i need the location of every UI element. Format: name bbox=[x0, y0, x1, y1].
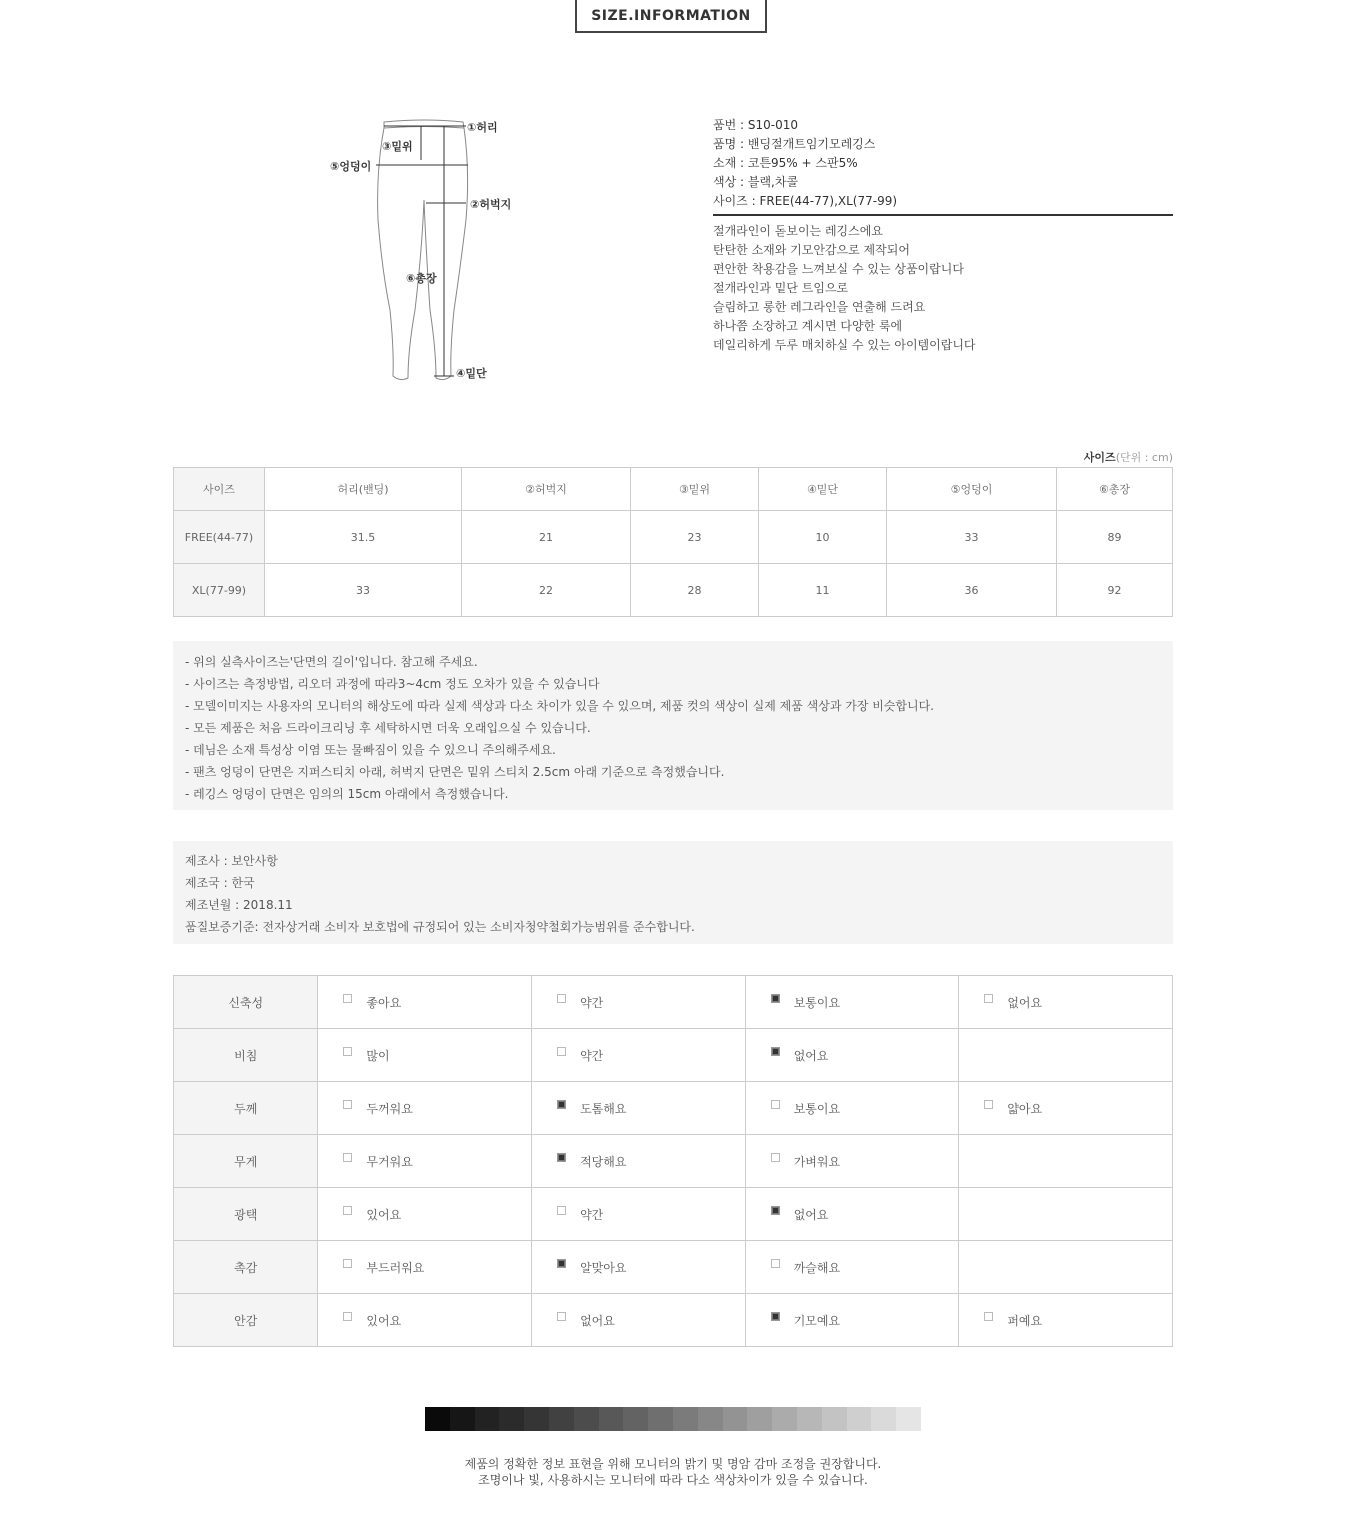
feature-option-label: 보통이요 bbox=[793, 995, 841, 1010]
measurement-notice bbox=[173, 641, 1173, 810]
feature-option bbox=[532, 976, 746, 1029]
feature-option bbox=[959, 1188, 1173, 1241]
leggings-outline-icon bbox=[320, 110, 540, 390]
feature-name: 비침 bbox=[174, 1029, 318, 1082]
feature-option-label: 가벼워요 bbox=[793, 1154, 841, 1169]
feature-option-label: 기모예요 bbox=[793, 1313, 841, 1328]
product-size: 사이즈 : FREE(44-77),XL(77-99) bbox=[713, 194, 898, 208]
unchecked-box-icon bbox=[771, 1259, 780, 1268]
feature-option bbox=[959, 1294, 1173, 1347]
description-line: 하나쯤 소장하고 계시면 다양한 룩에 bbox=[713, 319, 903, 333]
size-table-cell: 22 bbox=[462, 564, 631, 617]
feature-option-label: 두꺼워요 bbox=[366, 1101, 413, 1116]
feature-option-label: 퍼예요 bbox=[1007, 1313, 1043, 1328]
notice-line: - 팬츠 엉덩이 단면은 지퍼스티치 아래, 허벅지 단면은 밑위 스티치 2.5cm 아래 기준으로 측정했습니다. bbox=[185, 765, 725, 779]
unchecked-box-icon bbox=[343, 1312, 352, 1321]
feature-row bbox=[174, 1188, 1173, 1241]
feature-option bbox=[532, 1029, 746, 1082]
diagram-label-hip: ⑤엉덩이 bbox=[330, 160, 372, 173]
feature-row bbox=[174, 1029, 1173, 1082]
size-table-cell: 21 bbox=[462, 511, 631, 564]
feature-option-label: 좋아요 bbox=[366, 995, 402, 1010]
unchecked-box-icon bbox=[771, 1153, 780, 1162]
feature-option bbox=[318, 1029, 532, 1082]
product-code: 품번 : S10-010 bbox=[713, 118, 798, 132]
feature-option bbox=[532, 1135, 746, 1188]
size-table-cell: 10 bbox=[759, 511, 887, 564]
feature-option-label: 있어요 bbox=[366, 1207, 402, 1222]
size-table-cell: XL(77-99) bbox=[174, 564, 265, 617]
feature-row bbox=[174, 1082, 1173, 1135]
checked-box-icon bbox=[557, 1259, 566, 1268]
size-table-header: ⑤엉덩이 bbox=[887, 468, 1057, 511]
gray-swatch bbox=[747, 1407, 772, 1431]
feature-option bbox=[745, 1294, 959, 1347]
feature-option bbox=[318, 1188, 532, 1241]
feature-option bbox=[532, 1082, 746, 1135]
footer-note: 조명이나 빛, 사용하시는 모니터에 따라 다소 색상차이가 있을 수 있습니다. bbox=[478, 1473, 868, 1487]
leggings-diagram bbox=[320, 110, 540, 390]
unchecked-box-icon bbox=[343, 1100, 352, 1109]
feature-option bbox=[532, 1188, 746, 1241]
info-divider bbox=[713, 214, 1173, 216]
diagram-label-waist: ①허리 bbox=[467, 121, 498, 134]
feature-option bbox=[959, 1082, 1173, 1135]
checked-box-icon bbox=[771, 1206, 780, 1215]
size-table-cell: 33 bbox=[265, 564, 462, 617]
checked-box-icon bbox=[771, 994, 780, 1003]
feature-option-label: 약간 bbox=[580, 1048, 604, 1063]
feature-row bbox=[174, 976, 1173, 1029]
size-table-cell: 92 bbox=[1057, 564, 1173, 617]
notice-line: - 모델이미지는 사용자의 모니터의 해상도에 따라 실제 색상과 다소 차이가 있을 수 있으며, 제품 컷의 색상이 실제 제품 색상과 가장 비슷합니다. bbox=[185, 699, 934, 713]
description-line: 데일리하게 두루 매치하실 수 있는 아이템이랍니다 bbox=[713, 338, 976, 352]
checked-box-icon bbox=[557, 1100, 566, 1109]
diagram-label-hem: ④밑단 bbox=[456, 367, 487, 380]
feature-option-label: 없어요 bbox=[793, 1207, 829, 1222]
feature-row bbox=[174, 1135, 1173, 1188]
description-line: 슬림하고 롱한 레그라인을 연출해 드려요 bbox=[713, 300, 926, 314]
unchecked-box-icon bbox=[984, 994, 993, 1003]
notice-line: - 모든 제품은 처음 드라이크리닝 후 세탁하시면 더욱 오래입으실 수 있습니다. bbox=[185, 721, 591, 735]
unchecked-box-icon bbox=[557, 1312, 566, 1321]
feature-option bbox=[745, 1241, 959, 1294]
size-table-cell: 89 bbox=[1057, 511, 1173, 564]
feature-option-label: 없어요 bbox=[580, 1313, 615, 1328]
feature-option bbox=[318, 1082, 532, 1135]
feature-option-label: 약간 bbox=[580, 1207, 604, 1222]
feature-option bbox=[532, 1294, 746, 1347]
size-table-cell: 33 bbox=[887, 511, 1057, 564]
checked-box-icon bbox=[771, 1312, 780, 1321]
feature-name: 무게 bbox=[174, 1135, 318, 1188]
description-line: 절개라인과 밑단 트임으로 bbox=[713, 281, 849, 295]
gray-swatch bbox=[475, 1407, 500, 1431]
checked-box-icon bbox=[771, 1047, 780, 1056]
feature-option bbox=[318, 976, 532, 1029]
feature-option bbox=[959, 1029, 1173, 1082]
unchecked-box-icon bbox=[343, 994, 352, 1003]
size-table-header: 사이즈 bbox=[174, 468, 265, 511]
feature-option bbox=[745, 1135, 959, 1188]
feature-name: 신축성 bbox=[174, 976, 318, 1029]
feature-option-label: 적당해요 bbox=[580, 1154, 627, 1169]
product-color: 색상 : 블랙,차콜 bbox=[713, 175, 799, 189]
unchecked-box-icon bbox=[343, 1206, 352, 1215]
description-line: 탄탄한 소재와 기모안감으로 제작되어 bbox=[713, 243, 910, 257]
size-unit-title: 사이즈 bbox=[1083, 451, 1116, 464]
gray-swatch bbox=[425, 1407, 450, 1431]
size-table-cell: 28 bbox=[631, 564, 759, 617]
size-unit-note: (단위 : cm) bbox=[1115, 451, 1173, 464]
feature-name: 두께 bbox=[174, 1082, 318, 1135]
unchecked-box-icon bbox=[343, 1047, 352, 1056]
table-row bbox=[174, 511, 1173, 564]
feature-option bbox=[532, 1241, 746, 1294]
gray-swatch bbox=[549, 1407, 574, 1431]
size-unit bbox=[1084, 449, 1173, 465]
feature-option-label: 없어요 bbox=[1007, 995, 1043, 1010]
feature-option bbox=[745, 1082, 959, 1135]
size-table bbox=[173, 467, 1173, 617]
gray-swatch bbox=[698, 1407, 723, 1431]
feature-option bbox=[959, 976, 1173, 1029]
size-table-header: ②허벅지 bbox=[462, 468, 631, 511]
gray-swatch bbox=[723, 1407, 748, 1431]
product-name: 품명 : 밴딩절개트임기모레깅스 bbox=[713, 137, 876, 151]
feature-option bbox=[745, 1029, 959, 1082]
size-table-cell: 36 bbox=[887, 564, 1057, 617]
feature-option-label: 부드러워요 bbox=[366, 1260, 425, 1275]
feature-option-label: 보통이요 bbox=[793, 1101, 841, 1116]
gray-swatch bbox=[896, 1407, 921, 1431]
size-table-cell: 31.5 bbox=[265, 511, 462, 564]
unchecked-box-icon bbox=[771, 1100, 780, 1109]
size-table-header: ⑥총장 bbox=[1057, 468, 1173, 511]
product-material: 소재 : 코튼95% + 스판5% bbox=[713, 156, 858, 170]
notice-line: - 레깅스 엉덩이 단면은 임의의 15cm 아래에서 측정했습니다. bbox=[185, 787, 509, 801]
unchecked-box-icon bbox=[557, 1206, 566, 1215]
gray-swatch bbox=[524, 1407, 549, 1431]
gray-swatch bbox=[847, 1407, 872, 1431]
feature-option-label: 도톰해요 bbox=[580, 1101, 627, 1116]
feature-name: 안감 bbox=[174, 1294, 318, 1347]
unchecked-box-icon bbox=[343, 1153, 352, 1162]
feature-option bbox=[318, 1294, 532, 1347]
gray-swatch bbox=[871, 1407, 896, 1431]
feature-option bbox=[959, 1135, 1173, 1188]
gray-swatch bbox=[648, 1407, 673, 1431]
unchecked-box-icon bbox=[557, 994, 566, 1003]
feature-option-label: 까슬해요 bbox=[793, 1260, 841, 1275]
gray-swatch bbox=[623, 1407, 648, 1431]
gray-swatch bbox=[772, 1407, 797, 1431]
maker-line: 제조사 : 보안사항 bbox=[185, 854, 278, 868]
feature-row bbox=[174, 1241, 1173, 1294]
description-line: 절개라인이 돋보이는 레깅스에요 bbox=[713, 224, 883, 238]
size-table-cell: 23 bbox=[631, 511, 759, 564]
description-line: 편안한 착용감을 느껴보실 수 있는 상품이랍니다 bbox=[713, 262, 964, 276]
feature-option-label: 약간 bbox=[580, 995, 604, 1010]
feature-option-label: 없어요 bbox=[793, 1048, 829, 1063]
gray-swatch bbox=[450, 1407, 475, 1431]
manufacturer-info bbox=[173, 841, 1173, 944]
size-table-header: ④밑단 bbox=[759, 468, 887, 511]
size-table-header: ③밑위 bbox=[631, 468, 759, 511]
unchecked-box-icon bbox=[984, 1100, 993, 1109]
unchecked-box-icon bbox=[343, 1259, 352, 1268]
feature-option-label: 알맞아요 bbox=[580, 1260, 627, 1275]
feature-option bbox=[318, 1135, 532, 1188]
feature-option-label: 많이 bbox=[366, 1048, 390, 1063]
gray-swatch bbox=[797, 1407, 822, 1431]
diagram-label-thigh: ②허벅지 bbox=[470, 198, 512, 211]
feature-table bbox=[173, 975, 1173, 1347]
diagram-label-rise: ③밑위 bbox=[382, 140, 413, 153]
gray-swatch bbox=[599, 1407, 624, 1431]
feature-name: 촉감 bbox=[174, 1241, 318, 1294]
feature-option-label: 얇아요 bbox=[1007, 1101, 1043, 1116]
feature-option-label: 있어요 bbox=[366, 1313, 402, 1328]
table-row bbox=[174, 564, 1173, 617]
grayscale-calibration-bar bbox=[425, 1407, 921, 1431]
notice-line: - 데님은 소재 특성상 이염 또는 물빠짐이 있을 수 있으니 주의해주세요. bbox=[185, 743, 556, 757]
notice-line: - 위의 실측사이즈는'단면의 길이'입니다. 참고해 주세요. bbox=[185, 655, 478, 669]
maker-line: 품질보증기준: 전자상거래 소비자 보호법에 규정되어 있는 소비자청약철회가능범위를 준수합니다. bbox=[185, 920, 695, 934]
feature-row bbox=[174, 1294, 1173, 1347]
checked-box-icon bbox=[557, 1153, 566, 1162]
feature-name: 광택 bbox=[174, 1188, 318, 1241]
unchecked-box-icon bbox=[557, 1047, 566, 1056]
gray-swatch bbox=[822, 1407, 847, 1431]
size-information-title: SIZE.INFORMATION bbox=[575, 0, 767, 33]
feature-option bbox=[318, 1241, 532, 1294]
size-table-cell: 11 bbox=[759, 564, 887, 617]
feature-option bbox=[959, 1241, 1173, 1294]
feature-option-label: 무거워요 bbox=[366, 1154, 413, 1169]
size-table-cell: FREE(44-77) bbox=[174, 511, 265, 564]
gray-swatch bbox=[499, 1407, 524, 1431]
gray-swatch bbox=[673, 1407, 698, 1431]
unchecked-box-icon bbox=[984, 1312, 993, 1321]
maker-line: 제조년월 : 2018.11 bbox=[185, 898, 293, 912]
diagram-label-length: ⑥총장 bbox=[406, 272, 437, 285]
feature-option bbox=[745, 976, 959, 1029]
product-info bbox=[713, 116, 1173, 355]
footer-note: 제품의 정확한 정보 표현을 위해 모니터의 밝기 및 명암 감마 조정을 권장합니다. bbox=[464, 1457, 882, 1471]
size-table-header: 허리(밴딩) bbox=[265, 468, 462, 511]
gray-swatch bbox=[574, 1407, 599, 1431]
size-table-header-row bbox=[174, 468, 1173, 511]
feature-option bbox=[745, 1188, 959, 1241]
maker-line: 제조국 : 한국 bbox=[185, 876, 255, 890]
notice-line: - 사이즈는 측정방법, 리오더 과정에 따라3~4cm 정도 오차가 있을 수 있습니다 bbox=[185, 677, 600, 691]
